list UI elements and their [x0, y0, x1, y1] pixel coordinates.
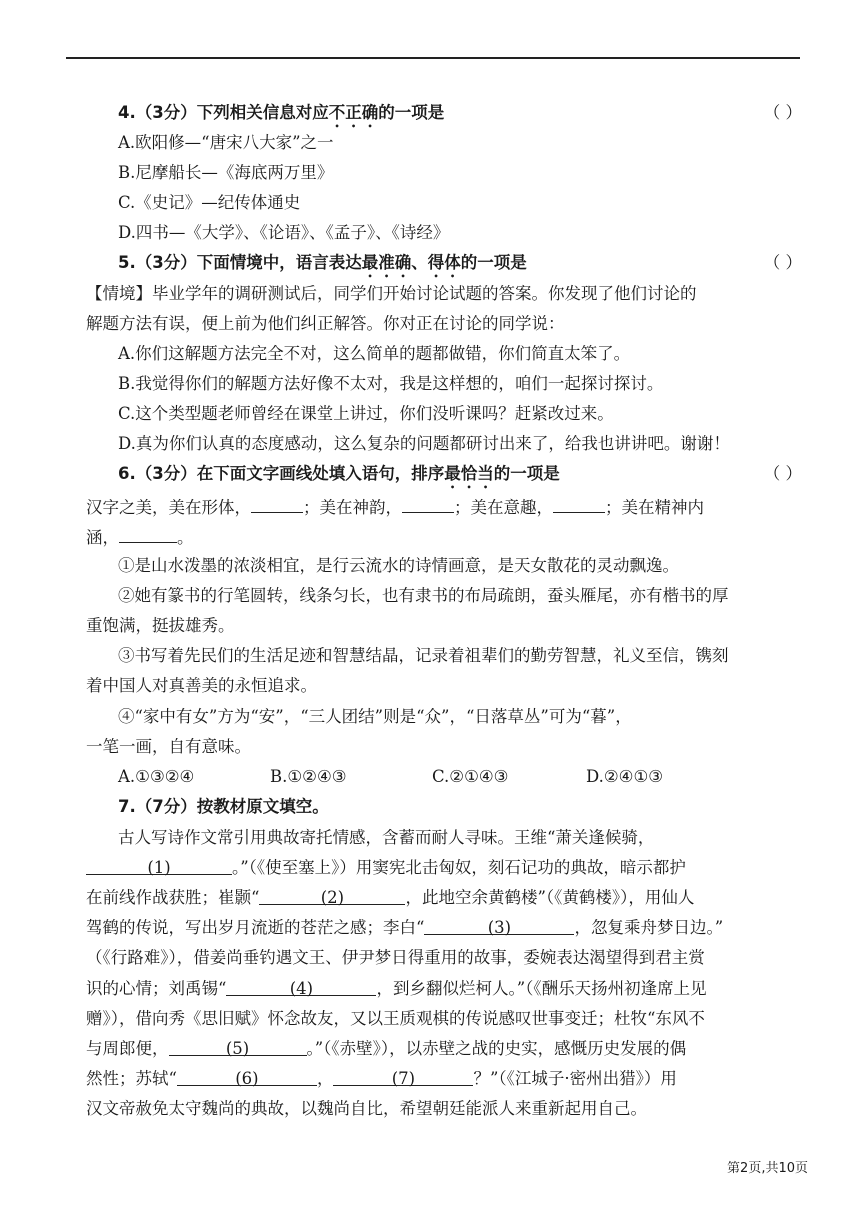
fill-blank[interactable]: [119, 524, 177, 543]
header-rule: [66, 57, 800, 59]
q5-context-line-1: 【情境】毕业学年的调研测试后，同学们开始讨论试题的答案。你发现了他们讨论的: [86, 284, 697, 303]
q6-intro-line-2: 涵， 。: [86, 524, 802, 550]
q7-line-1: 古人写诗作文常引用典故寄托情感，含蓄而耐人寻味。王维“萧关逢候骑，: [118, 828, 655, 847]
q5-emphasis: 最准确、得体: [361, 253, 461, 272]
q6-intro-line-1: 汉字之美，美在形体， ；美在神韵， ；美在意趣， ；美在精神内: [86, 494, 802, 520]
fill-blank-6[interactable]: (6): [177, 1067, 317, 1086]
q6-options: [118, 765, 802, 789]
q5-stem: 5.（3分）下面情境中，语言表达最准确、得体的一项是 （ ）: [118, 251, 802, 281]
fill-blank[interactable]: [553, 494, 605, 513]
q4-number: 4.: [118, 103, 136, 122]
q7-line-2: (1) 。”（《使至塞上》）用窦宪北击匈奴，刻石记功的典故，暗示都护: [86, 856, 802, 880]
q6-item-2-cont: 重饱满，挺拔雄秀。: [86, 616, 235, 635]
q5-score: （3分）: [135, 253, 197, 272]
q5-answer-paren: （ ）: [763, 253, 802, 272]
page-number: 第2页,共10页: [727, 1161, 808, 1176]
q4-score: （3分）: [135, 103, 197, 122]
q6-item-3: ③书写着先民们的生活足迹和智慧结晶，记录着祖辈们的勤劳智慧，礼义至信，镌刻: [118, 646, 729, 665]
fill-blank-4[interactable]: (4): [226, 977, 376, 996]
fill-blank-3[interactable]: (3): [424, 916, 574, 935]
q6-answer-paren: （ ）: [763, 464, 802, 483]
q4-option-d: D.四书—《大学》、《论语》、《孟子》、《诗经》: [118, 223, 450, 242]
q7-line-10: 汉文帝赦免太守魏尚的典故，以魏尚自比，希望朝廷能派人来重新起用自己。: [86, 1099, 647, 1118]
fill-blank-2[interactable]: (2): [259, 886, 405, 905]
fill-blank[interactable]: [402, 494, 454, 513]
q6-score: （3分）: [135, 464, 197, 483]
q6-emphasis: 最恰当: [444, 464, 494, 483]
fill-blank-7[interactable]: (7): [333, 1067, 473, 1086]
q6-item-1: ①是山水泼墨的浓淡相宜，是行云流水的诗情画意，是天女散花的灵动飘逸。: [118, 556, 679, 575]
q4-stem: 4.（3分）下列相关信息对应不正确的一项是 （ ）: [118, 101, 802, 131]
q7-line-6: 识的心情；刘禹锡“ (4) ，到乡翻似烂柯人。”（《酬乐天扬州初逢席上见: [86, 979, 707, 998]
fill-blank-1[interactable]: (1): [86, 856, 232, 875]
q5-option-d: D.真为你们认真的态度感动，这么复杂的问题都研讨出来了，给我也讲讲吧。谢谢！: [118, 434, 730, 453]
q5-option-b: B.我觉得你们的解题方法好像不太对，我是这样想的，咱们一起探讨探讨。: [118, 374, 664, 393]
q7-line-8: 与周郎便， (5) 。”（《赤壁》），以赤壁之战的史实，感慨历史发展的偶: [86, 1039, 687, 1058]
q6-item-4-cont: 一笔一画，自有意味。: [86, 737, 251, 756]
q5-option-a: A.你们这解题方法完全不对，这么简单的题都做错，你们简直太笨了。: [118, 344, 631, 363]
q4-emphasis: 不正确: [328, 103, 379, 122]
q7-line-4: 驾鹤的传说，写出岁月流逝的苍茫之感；李白“ (3) ，忽复乘舟梦日边。”: [86, 918, 724, 937]
q6-stem: 6.（3分）在下面文字画线处填入语句，排序最恰当的一项是 （ ）: [118, 462, 802, 492]
q6-number: 6.: [118, 464, 136, 483]
q4-option-a: A.欧阳修—“唐宋八大家”之一: [118, 133, 334, 152]
q7-line-9: 然性；苏轼“ (6) ， (7) ？”（《江城子·密州出猎》）用: [86, 1069, 677, 1088]
q4-answer-paren: （ ）: [763, 103, 802, 122]
q6-item-2: ②她有篆书的行笔圆转，线条匀长，也有隶书的布局疏朗，蚕头雁尾，亦有楷书的厚: [118, 586, 729, 605]
q6-option-c: C.②①④③: [432, 767, 509, 786]
q5-number: 5.: [118, 253, 136, 272]
q7-number: 7.: [118, 797, 136, 816]
q5-context-line-2: 解题方法有误，便上前为他们纠正解答。你对正在讨论的同学说：: [86, 314, 565, 333]
q6-option-a: A.①③②④: [118, 767, 195, 786]
q6-item-4: ④“家中有女”方为“安”，“三人团结”则是“众”，“日落草丛”可为“暮”，: [118, 707, 632, 726]
q6-item-3-cont: 着中国人对真善美的永恒追求。: [86, 676, 317, 695]
q7-line-3: 在前线作战获胜；崔颢“ (2) ，此地空余黄鹤楼”（《黄鹤楼》），用仙人: [86, 888, 695, 907]
q5-option-c: C.这个类型题老师曾经在课堂上讲过，你们没听课吗？赶紧改过来。: [118, 404, 614, 423]
q7-line-7: 赠》），借向秀《思旧赋》怀念故友，又以王质观棋的传说感叹世事变迁；杜牧“东风不: [86, 1009, 705, 1028]
q7-line-5: （《行路难》），借姜尚垂钓遇文王、伊尹梦日得重用的故事，委婉表达渴望得到君主赏: [86, 948, 705, 967]
q4-option-b: B.尼摩船长—《海底两万里》: [118, 163, 334, 182]
q7-stem: 7.（7分）按教材原文填空。: [118, 797, 329, 816]
q4-option-c: C.《史记》—纪传体通史: [118, 193, 301, 212]
q6-option-d: D.②④①③: [586, 767, 664, 786]
fill-blank[interactable]: [251, 494, 303, 513]
q7-score: （7分）: [135, 797, 197, 816]
q6-option-b: B.①②④③: [270, 767, 347, 786]
fill-blank-5[interactable]: (5): [169, 1037, 307, 1056]
